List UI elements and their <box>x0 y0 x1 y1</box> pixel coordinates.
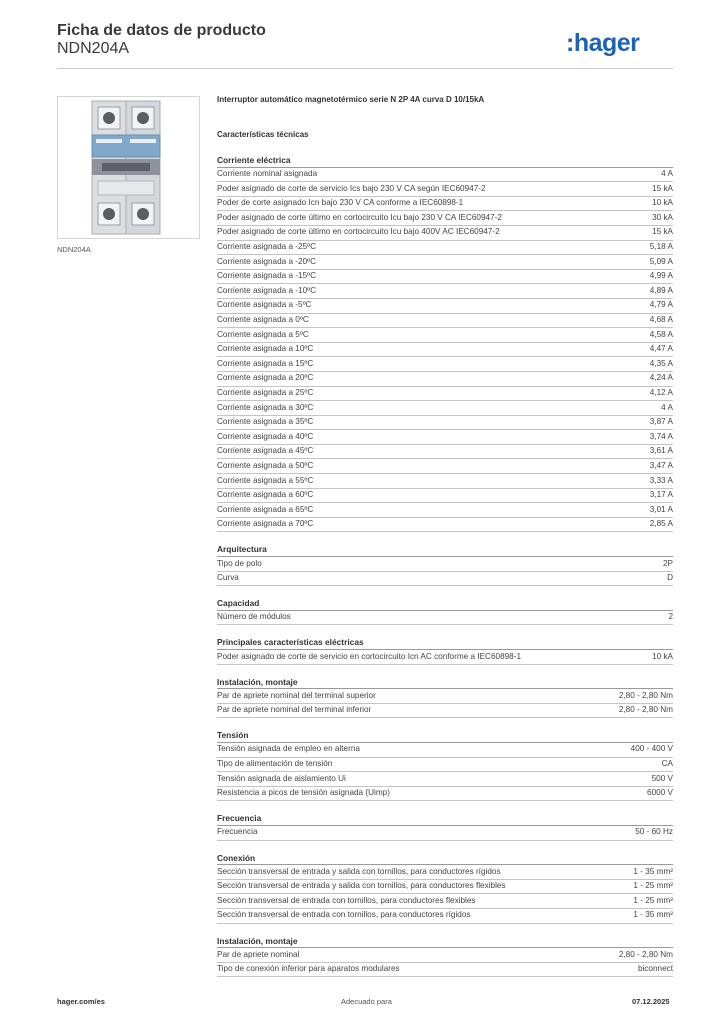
spec-value: 2,80 - 2,80 Nm <box>618 705 673 715</box>
spec-label: Corriente asignada a 35ºC <box>217 417 314 427</box>
spec-row <box>217 357 673 372</box>
spec-label: Corriente asignada a -5ºC <box>217 300 312 310</box>
spec-row <box>217 909 673 924</box>
section-spacer <box>217 586 673 596</box>
spec-row <box>217 182 673 197</box>
spec-label: Corriente asignada a -20ºC <box>217 256 317 266</box>
spec-label: Resistencia a picos de tensión asignada (Uimp) <box>217 788 390 798</box>
spec-value: 4,99 A <box>649 271 673 281</box>
image-caption: NDN204A <box>57 245 91 254</box>
spec-value: 15 kA <box>652 183 673 193</box>
spec-label: Corriente asignada a 55ºC <box>217 475 314 485</box>
hager-logo <box>566 28 676 58</box>
spec-value: 4,12 A <box>649 388 673 397</box>
spec-value: 4,35 A <box>649 358 673 368</box>
spec-label: Poder asignado de corte último en cortocircuito Icu bajo 230 V CA IEC60947-2 <box>217 212 502 222</box>
page-title: Ficha de datos de producto <box>57 22 266 39</box>
spec-row <box>217 894 673 909</box>
spec-value: 6000 V <box>647 788 673 798</box>
spec-label: Poder de corte asignado Icn bajo 230 V CA conforme a IEC60898-1 <box>217 198 464 208</box>
section-spacer <box>217 665 673 675</box>
spec-value: 30 kA <box>652 212 673 222</box>
spec-row <box>217 650 673 665</box>
spec-row <box>217 416 673 431</box>
section-spacer <box>217 801 673 811</box>
spec-section <box>217 811 673 840</box>
spec-label: Corriente asignada a 50ºC <box>217 460 314 470</box>
spec-row <box>217 328 673 343</box>
spec-row <box>217 787 673 802</box>
spec-label: Corriente asignada a 0ºC <box>217 315 309 325</box>
spec-row <box>217 826 673 841</box>
footer-date: 07.12.2025 <box>632 997 670 1006</box>
section-title: Frecuencia <box>217 811 673 826</box>
spec-label: Corriente asignada a 40ºC <box>217 431 314 441</box>
spec-row <box>217 772 673 787</box>
tech-characteristics-title: Características técnicas <box>217 130 309 139</box>
spec-value: 1 - 25 mm² <box>633 895 673 905</box>
spec-value: 4 A <box>661 169 673 179</box>
spec-label: Corriente asignada a -10ºC <box>217 285 317 295</box>
spec-value: CA <box>661 759 673 769</box>
spec-value: 1 - 35 mm² <box>633 910 673 920</box>
footer-center-text: Adecuado para <box>341 997 392 1006</box>
section-title: Principales características eléctricas <box>217 635 673 650</box>
spec-value: 1 - 35 mm² <box>633 866 673 876</box>
spec-label: Sección transversal de entrada con tornillos, para conductores flexibles <box>217 895 476 905</box>
spec-sections <box>217 153 673 977</box>
spec-section <box>217 542 673 586</box>
spec-section <box>217 851 673 924</box>
spec-row <box>217 518 673 533</box>
spec-label: Corriente asignada a 30ºC <box>217 402 314 412</box>
spec-section <box>217 934 673 978</box>
spec-label: Tipo de conexión inferior para aparatos modulares <box>217 964 400 974</box>
section-title: Arquitectura <box>217 542 673 557</box>
spec-value: 5,09 A <box>649 256 673 266</box>
spec-label: Poder asignado de corte último en cortocircuito Icu bajo 400V AC IEC60947-2 <box>217 227 500 237</box>
spec-label: Tipo de polo <box>217 558 262 568</box>
spec-label: Poder asignado de corte de servicio en cortocircuito Icn AC conforme a IEC60898-1 <box>217 651 522 661</box>
spec-label: Corriente asignada a 45ºC <box>217 446 314 456</box>
spec-row <box>217 387 673 402</box>
product-image <box>57 96 200 239</box>
spec-row <box>217 572 673 587</box>
spec-label: Corriente asignada a 25ºC <box>217 388 314 397</box>
spec-label: Par de apriete nominal <box>217 949 300 959</box>
spec-label: Corriente asignada a 70ºC <box>217 519 314 529</box>
spec-value: 4,47 A <box>649 344 673 354</box>
spec-value: 400 - 400 V <box>630 744 673 754</box>
section-spacer <box>217 532 673 542</box>
spec-row <box>217 963 673 978</box>
spec-row <box>217 226 673 241</box>
spec-value: 2,85 A <box>649 519 673 529</box>
svg-text::hager: :hager <box>566 29 640 57</box>
spec-label: Corriente asignada a 15ºC <box>217 358 314 368</box>
spec-value: biconnect <box>637 964 673 974</box>
spec-row <box>217 314 673 329</box>
spec-label: Par de apriete nominal del terminal inferior <box>217 705 372 715</box>
section-spacer <box>217 625 673 635</box>
spec-value: 4,24 A <box>649 373 673 383</box>
spec-row <box>217 241 673 256</box>
spec-label: Corriente asignada a 20ºC <box>217 373 314 383</box>
spec-value: 10 kA <box>652 651 673 661</box>
spec-row <box>217 503 673 518</box>
spec-label: Corriente asignada a 10ºC <box>217 344 314 354</box>
spec-value: 15 kA <box>652 227 673 237</box>
spec-label: Corriente nominal asignada <box>217 169 318 179</box>
spec-section <box>217 635 673 664</box>
circuit-breaker-illustration <box>58 97 199 238</box>
spec-row <box>217 689 673 704</box>
spec-value: 50 - 60 Hz <box>635 827 673 837</box>
spec-row <box>217 474 673 489</box>
header-divider <box>57 68 673 69</box>
spec-value: 2 <box>668 612 673 622</box>
spec-value: 2P <box>662 558 673 568</box>
spec-value: 1 - 25 mm² <box>633 881 673 891</box>
section-title: Capacidad <box>217 596 673 611</box>
spec-value: 3,33 A <box>649 475 673 485</box>
product-code: NDN204A <box>57 40 130 57</box>
section-title: Instalación, montaje <box>217 934 673 949</box>
spec-value: 4,58 A <box>649 329 673 339</box>
spec-label: Sección transversal de entrada y salida con tornillos, para conductores flexibles <box>217 881 506 891</box>
spec-label: Par de apriete nominal del terminal superior <box>217 690 376 700</box>
spec-label: Frecuencia <box>217 827 258 837</box>
spec-row <box>217 430 673 445</box>
spec-value: 3,17 A <box>649 490 673 500</box>
spec-label: Tensión asignada de empleo en alterna <box>217 744 360 754</box>
spec-label: Número de módulos <box>217 612 291 622</box>
spec-value: 4,89 A <box>649 285 673 295</box>
spec-row <box>217 865 673 880</box>
spec-label: Corriente asignada a 60ºC <box>217 490 314 500</box>
spec-content <box>217 94 673 977</box>
spec-label: Corriente asignada a -15ºC <box>217 271 317 281</box>
spec-row <box>217 743 673 758</box>
spec-value: 3,74 A <box>649 431 673 441</box>
spec-row <box>217 758 673 773</box>
spec-value: 3,87 A <box>649 417 673 427</box>
section-spacer <box>217 841 673 851</box>
spec-section <box>217 153 673 532</box>
spec-value: 3,61 A <box>649 446 673 456</box>
spec-value: D <box>667 573 673 583</box>
spec-value: 3,01 A <box>649 504 673 514</box>
spec-row <box>217 401 673 416</box>
section-title: Tensión <box>217 728 673 743</box>
spec-row <box>217 299 673 314</box>
spec-value: 5,18 A <box>649 242 673 252</box>
footer-website[interactable]: hager.com/es <box>57 997 105 1006</box>
spec-value: 500 V <box>651 773 673 783</box>
spec-row <box>217 372 673 387</box>
section-spacer <box>217 924 673 934</box>
spec-row <box>217 459 673 474</box>
spec-value: 4,68 A <box>649 315 673 325</box>
spec-value: 2,80 - 2,80 Nm <box>618 949 673 959</box>
spec-value: 2,80 - 2,80 Nm <box>618 690 673 700</box>
spec-row <box>217 557 673 572</box>
spec-label: Corriente asignada a 65ºC <box>217 504 314 514</box>
spec-value: 10 kA <box>652 198 673 208</box>
spec-label: Sección transversal de entrada con tornillos, para conductores rígidos <box>217 910 471 920</box>
section-spacer <box>217 718 673 728</box>
spec-row <box>217 445 673 460</box>
spec-row <box>217 343 673 358</box>
product-name: Interruptor automático magnetotérmico serie N 2P 4A curva D 10/15kA <box>217 95 485 104</box>
spec-label: Tipo de alimentación de tensión <box>217 759 333 769</box>
spec-row <box>217 611 673 626</box>
spec-row <box>217 284 673 299</box>
spec-section <box>217 675 673 719</box>
spec-row <box>217 255 673 270</box>
spec-value: 4,79 A <box>649 300 673 310</box>
spec-section <box>217 596 673 625</box>
spec-label: Sección transversal de entrada y salida con tornillos, para conductores rígidos <box>217 866 501 876</box>
spec-value: 4 A <box>661 402 673 412</box>
spec-label: Corriente asignada a 5ºC <box>217 329 309 339</box>
spec-section <box>217 728 673 801</box>
spec-row <box>217 197 673 212</box>
spec-label: Curva <box>217 573 239 583</box>
spec-row <box>217 880 673 895</box>
spec-row <box>217 489 673 504</box>
spec-row <box>217 168 673 183</box>
spec-value: 3,47 A <box>649 460 673 470</box>
section-title: Conexión <box>217 851 673 866</box>
spec-label: Tensión asignada de aislamiento Ui <box>217 773 346 783</box>
spec-label: Poder asignado de corte de servicio Ics bajo 230 V CA según IEC60947-2 <box>217 183 486 193</box>
section-title: Instalación, montaje <box>217 675 673 690</box>
spec-row <box>217 211 673 226</box>
spec-row <box>217 270 673 285</box>
spec-label: Corriente asignada a -25ºC <box>217 242 317 252</box>
section-title: Corriente eléctrica <box>217 153 673 168</box>
spec-row <box>217 704 673 719</box>
spec-row <box>217 948 673 963</box>
